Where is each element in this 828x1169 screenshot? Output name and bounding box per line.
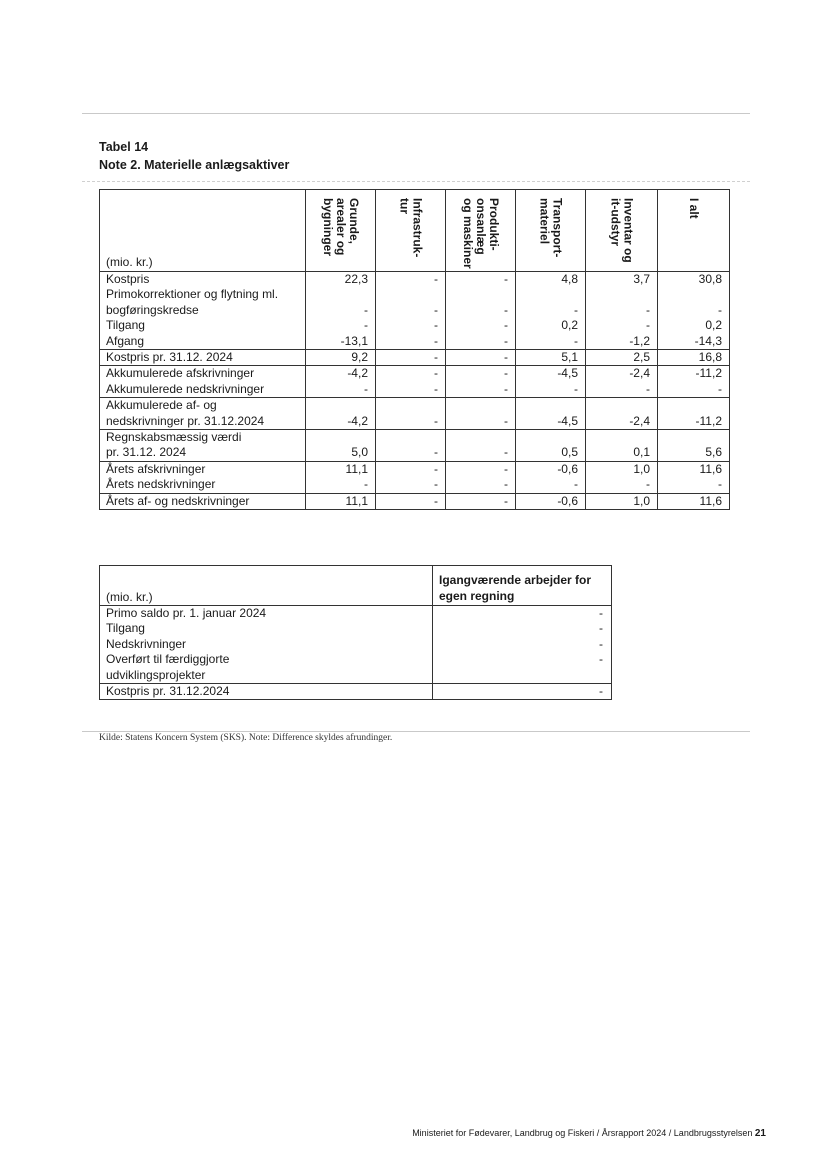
table-row [100, 350, 730, 366]
value-cell: - [446, 350, 516, 366]
value-cell: - [433, 621, 612, 636]
row-label: pr. 31.12. 2024 [100, 445, 306, 461]
value-cell [376, 430, 446, 446]
value-cell: - [446, 272, 516, 288]
value-cell: -11,2 [658, 366, 730, 382]
table-header-row [100, 566, 612, 606]
value-cell: -2,4 [586, 414, 658, 430]
value-cell: - [586, 318, 658, 333]
row-label: Tilgang [100, 318, 306, 333]
value-cell [586, 430, 658, 446]
value-cell: - [306, 382, 376, 398]
value-cell [376, 287, 446, 302]
table-row [100, 606, 612, 622]
row-label: Årets af- og nedskrivninger [100, 493, 306, 509]
row-label: Kostpris pr. 31.12.2024 [100, 684, 433, 700]
fixed-assets-table [99, 189, 730, 510]
value-cell: - [376, 334, 446, 350]
column-header: Inventar og it-udstyr [586, 190, 658, 272]
value-cell: 1,0 [586, 461, 658, 477]
value-cell: -4,2 [306, 366, 376, 382]
value-cell: - [376, 272, 446, 288]
row-label: udviklingsprojekter [100, 668, 433, 684]
row-label: Akkumulerede afskrivninger [100, 366, 306, 382]
row-label: Primo saldo pr. 1. januar 2024 [100, 606, 433, 622]
table-body [100, 272, 730, 510]
value-cell: - [446, 303, 516, 318]
value-cell: - [376, 493, 446, 509]
value-cell: - [446, 445, 516, 461]
table-row [100, 303, 730, 318]
row-label: Kostpris pr. 31.12. 2024 [100, 350, 306, 366]
value-cell: - [446, 414, 516, 430]
value-cell: 3,7 [586, 272, 658, 288]
value-cell: 22,3 [306, 272, 376, 288]
value-cell: 0,2 [658, 318, 730, 333]
row-label: nedskrivninger pr. 31.12.2024 [100, 414, 306, 430]
table-row [100, 334, 730, 350]
value-cell: -0,6 [516, 493, 586, 509]
value-cell: - [516, 382, 586, 398]
table-row [100, 272, 730, 288]
value-cell [433, 668, 612, 684]
unit-label: (mio. kr.) [100, 190, 306, 272]
top-rule [82, 113, 750, 114]
value-cell: - [586, 477, 658, 493]
column-header: I alt [658, 190, 730, 272]
table-row [100, 287, 730, 302]
work-in-progress-table [99, 565, 612, 700]
value-cell: - [376, 445, 446, 461]
value-cell: - [433, 637, 612, 652]
value-cell: - [516, 477, 586, 493]
value-cell: - [306, 477, 376, 493]
value-cell: 11,1 [306, 493, 376, 509]
value-cell: - [446, 382, 516, 398]
value-cell: 4,8 [516, 272, 586, 288]
table-body [100, 566, 612, 700]
value-cell: - [658, 477, 730, 493]
value-cell: - [376, 303, 446, 318]
row-label: Akkumulerede af- og [100, 398, 306, 414]
row-label: Årets nedskrivninger [100, 477, 306, 493]
value-cell: 9,2 [306, 350, 376, 366]
table-row [100, 398, 730, 414]
value-cell: - [376, 477, 446, 493]
column-header: Igangværende arbejder for egen regning [433, 566, 612, 606]
row-label: Kostpris [100, 272, 306, 288]
value-cell [446, 287, 516, 302]
table-row [100, 637, 612, 652]
table-row [100, 382, 730, 398]
value-cell [306, 287, 376, 302]
value-cell: - [376, 350, 446, 366]
value-cell: - [376, 318, 446, 333]
value-cell: - [433, 652, 612, 667]
table-row [100, 430, 730, 446]
row-label: Regnskabsmæssig værdi [100, 430, 306, 446]
value-cell: - [376, 366, 446, 382]
table-title: Note 2. Materielle anlægsaktiver [99, 158, 290, 172]
page-number: 21 [754, 1128, 766, 1139]
row-label: Overført til færdiggjorte [100, 652, 433, 667]
value-cell: - [376, 382, 446, 398]
value-cell: -0,6 [516, 461, 586, 477]
table-row [100, 477, 730, 493]
value-cell: -4,5 [516, 414, 586, 430]
footer-text: Ministeriet for Fødevarer, Landbrug og Fiskeri / Årsrapport 2024 / Landbrugsstyrelsen [412, 1128, 753, 1138]
value-cell: 11,6 [658, 461, 730, 477]
value-cell [658, 287, 730, 302]
page-footer [412, 1128, 766, 1139]
table-row [100, 461, 730, 477]
value-cell [658, 398, 730, 414]
column-header: Transport-materiel [516, 190, 586, 272]
column-header: Infrastruk-tur [376, 190, 446, 272]
value-cell: 5,1 [516, 350, 586, 366]
value-cell: - [446, 318, 516, 333]
value-cell: 5,0 [306, 445, 376, 461]
value-cell: -1,2 [586, 334, 658, 350]
value-cell: 1,0 [586, 493, 658, 509]
row-label: Primokorrektioner og flytning ml. [100, 287, 306, 302]
row-label: bogføringskredse [100, 303, 306, 318]
value-cell: - [516, 334, 586, 350]
row-label: Årets afskrivninger [100, 461, 306, 477]
value-cell [516, 430, 586, 446]
source-note: Kilde: Statens Koncern System (SKS). Note: Difference skyldes afrundinger. [99, 733, 393, 743]
table-row [100, 366, 730, 382]
table-row [100, 493, 730, 509]
value-cell: -14,3 [658, 334, 730, 350]
unit-label: (mio. kr.) [100, 566, 433, 606]
value-cell: - [376, 414, 446, 430]
value-cell [446, 430, 516, 446]
value-cell: - [433, 606, 612, 622]
value-cell: 2,5 [586, 350, 658, 366]
value-cell [658, 430, 730, 446]
value-cell: - [446, 366, 516, 382]
row-label: Akkumulerede nedskrivninger [100, 382, 306, 398]
value-cell [586, 398, 658, 414]
value-cell [376, 398, 446, 414]
value-cell: - [306, 318, 376, 333]
table-caption [99, 138, 289, 174]
value-cell: - [658, 303, 730, 318]
table-row [100, 684, 612, 700]
value-cell: - [658, 382, 730, 398]
value-cell: - [433, 684, 612, 700]
table-header-row [100, 190, 730, 272]
value-cell [306, 430, 376, 446]
source-rule [82, 731, 750, 732]
value-cell: 11,1 [306, 461, 376, 477]
value-cell: - [446, 334, 516, 350]
value-cell: - [306, 303, 376, 318]
value-cell [516, 398, 586, 414]
value-cell: - [446, 477, 516, 493]
value-cell: - [586, 382, 658, 398]
row-label: Afgang [100, 334, 306, 350]
value-cell: 0,2 [516, 318, 586, 333]
row-label: Tilgang [100, 621, 433, 636]
caption-rule [82, 181, 750, 183]
table-row [100, 652, 612, 667]
value-cell: 30,8 [658, 272, 730, 288]
value-cell: 5,6 [658, 445, 730, 461]
value-cell: 0,5 [516, 445, 586, 461]
value-cell: 0,1 [586, 445, 658, 461]
value-cell [306, 398, 376, 414]
value-cell: - [586, 303, 658, 318]
value-cell [516, 287, 586, 302]
table-row [100, 621, 612, 636]
row-label: Nedskrivninger [100, 637, 433, 652]
value-cell: 16,8 [658, 350, 730, 366]
table-row [100, 445, 730, 461]
value-cell [446, 398, 516, 414]
value-cell: - [446, 493, 516, 509]
table-row [100, 318, 730, 333]
column-header: Produkti-onsanlæg og maskiner [446, 190, 516, 272]
value-cell: - [446, 461, 516, 477]
value-cell: - [376, 461, 446, 477]
value-cell [586, 287, 658, 302]
value-cell: -4,5 [516, 366, 586, 382]
table-row [100, 414, 730, 430]
value-cell: -4,2 [306, 414, 376, 430]
value-cell: -2,4 [586, 366, 658, 382]
value-cell: -13,1 [306, 334, 376, 350]
table-row [100, 668, 612, 684]
table-number: Tabel 14 [99, 140, 149, 154]
value-cell: - [516, 303, 586, 318]
value-cell: -11,2 [658, 414, 730, 430]
value-cell: 11,6 [658, 493, 730, 509]
column-header: Grunde, arealer og bygninger [306, 190, 376, 272]
